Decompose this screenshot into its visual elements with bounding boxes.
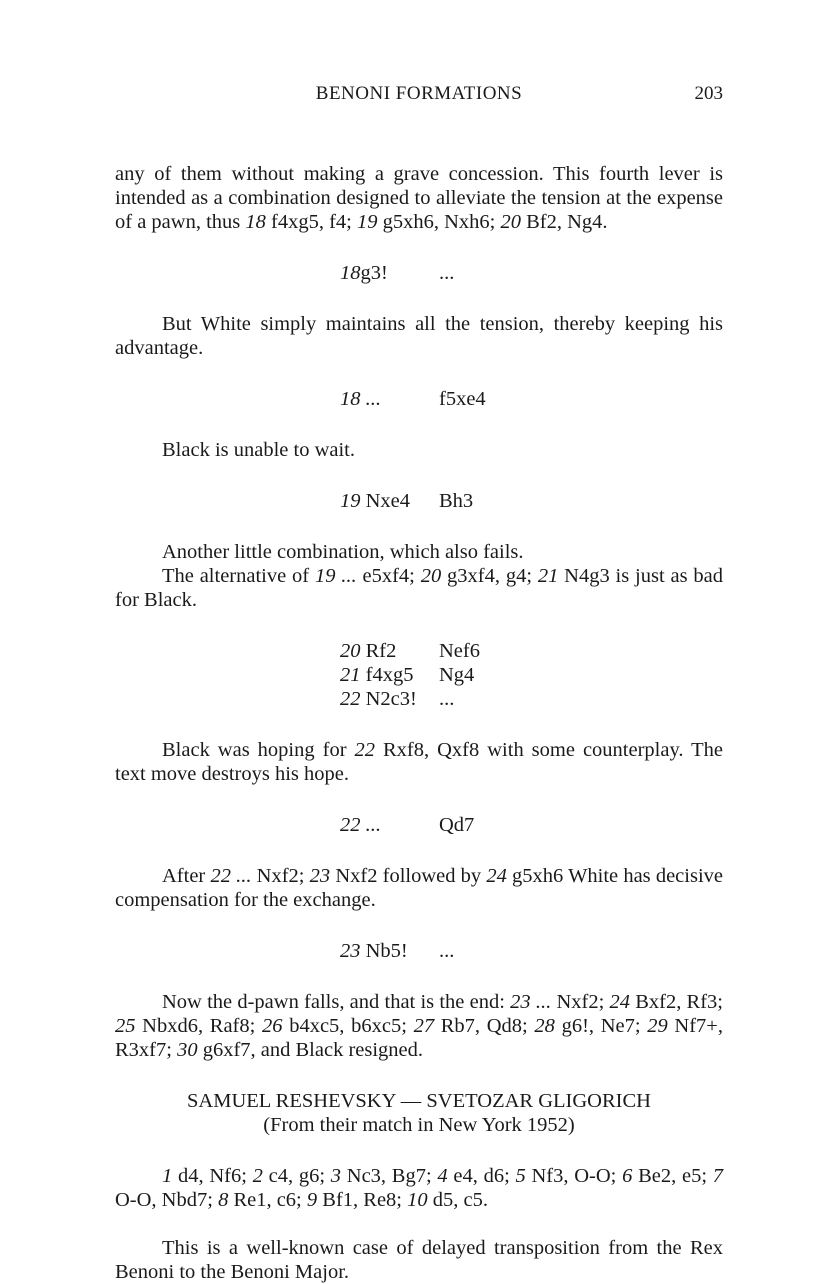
running-title: BENONI FORMATIONS [315,83,523,104]
move-number: 18 ... [340,388,381,410]
move-18-white [340,261,723,285]
white-move: Nb5! [365,940,408,962]
game-players: SAMUEL RESHEVSKY — SVETOZAR GLIGORICH [187,1090,651,1112]
body-text [115,162,723,1284]
move-22-black [340,813,723,837]
black-move: ... [439,688,455,710]
paragraph-4: Another little combination, which also fails. [162,541,524,563]
paragraph-3: Black is unable to wait. [162,439,355,461]
white-move: N2c3! [365,688,417,710]
paragraph-7: After 22 ... Nxf2; 23 Nxf2 followed by 24 g5xh6 White has decisive compensation for the exchange. [115,865,723,911]
black-move: Nef6 [439,640,480,662]
black-move: f5xe4 [439,388,486,410]
move-number: 19 [340,490,361,512]
paragraph-1: any of them without making a grave concession. This fourth lever is intended as a combination designed to alleviate the tension at the expense of a pawn, thus 18 f4xg5, f4; 19 g5xh6, Nxh6; 20 Bf2, Ng4. [115,163,723,233]
game-header [115,1089,723,1137]
move-18-black [340,387,723,411]
paragraph-2: But White simply maintains all the tension, thereby keeping his advantage. [115,313,723,359]
white-move: Nxe4 [365,490,411,512]
black-move: Qd7 [439,814,475,836]
move-19 [340,489,723,513]
move-number: 20 [340,640,361,662]
move-number: 21 [340,664,361,686]
move-number: 22 [340,688,361,710]
move-number: 18 [340,262,361,284]
moves-20-22 [340,639,723,711]
move-22 [340,687,723,711]
page-number: 203 [694,83,723,104]
white-move: g3! [360,262,388,284]
white-move: Rf2 [365,640,397,662]
black-move: Ng4 [439,664,475,686]
game-event: (From their match in New York 1952) [263,1114,575,1136]
black-move: ... [439,940,455,962]
black-move: Bh3 [439,490,474,512]
move-number: 22 ... [340,814,381,836]
paragraph-6: Black was hoping for 22 Rxf8, Qxf8 with some counterplay. The text move destroys his hope. [115,739,723,785]
move-23 [340,939,723,963]
black-move: ... [439,262,455,284]
running-head [115,82,723,106]
white-move: f4xg5 [365,664,414,686]
move-21 [340,663,723,687]
paragraph-5: The alternative of 19 ... e5xf4; 20 g3xf4, g4; 21 N4g3 is just as bad for Black. [115,565,724,611]
paragraph-8: Now the d-pawn falls, and that is the end: 23 ... Nxf2; 24 Bxf2, Rf3; 25 Nbxd6, Raf8; 26 b4xc5, b6xc5; 27 Rb7, Qd8; 28 g6!, Ne7; 29 Nf7+, R3xf7; 30 g6xf7, and Black resigned. [115,991,723,1061]
paragraph-10: This is a well-known case of delayed transposition from the Rex Benoni to the Benoni Major. [115,1237,723,1283]
paragraph-9: 1 d4, Nf6; 2 c4, g6; 3 Nc3, Bg7; 4 e4, d6; 5 Nf3, O-O; 6 Be2, e5; 7 O-O, Nbd7; 8 Re1, c6; 9 Bf1, Re8; 10 d5, c5. [115,1165,724,1211]
move-20 [340,639,723,663]
move-number: 23 [340,940,361,962]
